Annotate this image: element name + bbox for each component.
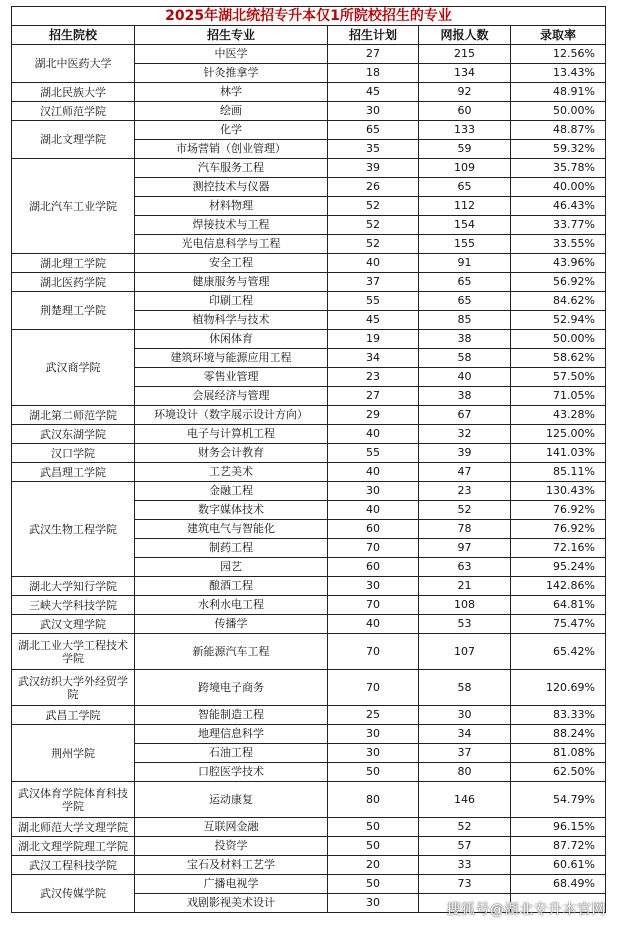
- school-name-cell: 湖北中医药大学: [12, 45, 135, 83]
- applicants-cell: 154: [419, 216, 511, 235]
- plan-cell: 70: [328, 596, 419, 615]
- applicants-cell: 134: [419, 64, 511, 83]
- table-row: [12, 121, 606, 140]
- table-row: [12, 482, 606, 501]
- applicants-cell: 38: [419, 387, 511, 406]
- col-header-plan: 招生计划: [328, 26, 419, 45]
- plan-cell: 50: [328, 837, 419, 856]
- major-cell: 跨境电子商务: [135, 670, 328, 706]
- major-cell: 汽车服务工程: [135, 159, 328, 178]
- applicants-cell: 57: [419, 837, 511, 856]
- applicants-cell: 92: [419, 83, 511, 102]
- major-cell: 安全工程: [135, 254, 328, 273]
- major-cell: 化学: [135, 121, 328, 140]
- school-name-cell: 武汉生物工程学院: [12, 482, 135, 577]
- major-cell: 数字媒体技术: [135, 501, 328, 520]
- plan-cell: 20: [328, 856, 419, 875]
- major-cell: 酿酒工程: [135, 577, 328, 596]
- major-cell: 休闲体育: [135, 330, 328, 349]
- table-row: [12, 425, 606, 444]
- rate-cell: 33.55%: [511, 235, 606, 254]
- rate-cell: 59.32%: [511, 140, 606, 159]
- rate-cell: 83.33%: [511, 706, 606, 725]
- major-cell: 广播电视学: [135, 875, 328, 894]
- plan-cell: 70: [328, 670, 419, 706]
- school-name-cell: 湖北理工学院: [12, 254, 135, 273]
- school-name-cell: 三峡大学科技学院: [12, 596, 135, 615]
- table-row: [12, 159, 606, 178]
- rate-cell: 43.28%: [511, 406, 606, 425]
- table-row: [12, 706, 606, 725]
- rate-cell: 130.43%: [511, 482, 606, 501]
- school-name-cell: 湖北大学知行学院: [12, 577, 135, 596]
- rate-cell: 68.49%: [511, 875, 606, 894]
- rate-cell: 46.43%: [511, 197, 606, 216]
- rate-cell: 12.56%: [511, 45, 606, 64]
- rate-cell: 64.81%: [511, 596, 606, 615]
- major-cell: 中医学: [135, 45, 328, 64]
- plan-cell: 50: [328, 875, 419, 894]
- rate-cell: 50.00%: [511, 102, 606, 121]
- plan-cell: 23: [328, 368, 419, 387]
- school-name-cell: 武汉体育学院体育科技学院: [12, 782, 135, 818]
- rate-cell: 85.11%: [511, 463, 606, 482]
- major-cell: 植物科学与技术: [135, 311, 328, 330]
- major-cell: 石油工程: [135, 744, 328, 763]
- plan-cell: 52: [328, 197, 419, 216]
- plan-cell: 30: [328, 577, 419, 596]
- plan-cell: 29: [328, 406, 419, 425]
- table-row: [12, 615, 606, 634]
- applicants-cell: 112: [419, 197, 511, 216]
- plan-cell: 52: [328, 235, 419, 254]
- school-name-cell: 湖北文理学院: [12, 121, 135, 159]
- major-cell: 财务会计教育: [135, 444, 328, 463]
- plan-cell: 27: [328, 387, 419, 406]
- plan-cell: 30: [328, 482, 419, 501]
- applicants-cell: 63: [419, 558, 511, 577]
- applicants-cell: 53: [419, 615, 511, 634]
- table-row: [12, 782, 606, 818]
- major-cell: 印刷工程: [135, 292, 328, 311]
- applicants-cell: 30: [419, 706, 511, 725]
- plan-cell: 18: [328, 64, 419, 83]
- school-name-cell: 武昌工学院: [12, 706, 135, 725]
- rate-cell: 13.43%: [511, 64, 606, 83]
- rate-cell: 88.24%: [511, 725, 606, 744]
- plan-cell: 50: [328, 818, 419, 837]
- major-cell: 传播学: [135, 615, 328, 634]
- rate-cell: 50.00%: [511, 330, 606, 349]
- applicants-cell: 73: [419, 875, 511, 894]
- plan-cell: 50: [328, 763, 419, 782]
- rate-cell: 56.92%: [511, 273, 606, 292]
- rate-cell: 81.08%: [511, 744, 606, 763]
- applicants-cell: 65: [419, 292, 511, 311]
- major-cell: 新能源汽车工程: [135, 634, 328, 670]
- applicants-cell: 133: [419, 121, 511, 140]
- table-row: [12, 670, 606, 706]
- plan-cell: 30: [328, 725, 419, 744]
- major-cell: 健康服务与管理: [135, 273, 328, 292]
- rate-cell: 120.69%: [511, 670, 606, 706]
- applicants-cell: 33: [419, 856, 511, 875]
- rate-cell: 40.00%: [511, 178, 606, 197]
- plan-cell: 55: [328, 292, 419, 311]
- plan-cell: 30: [328, 894, 419, 913]
- school-name-cell: 湖北医药学院: [12, 273, 135, 292]
- school-name-cell: 武汉工程科技学院: [12, 856, 135, 875]
- school-name-cell: 武昌理工学院: [12, 463, 135, 482]
- applicants-cell: 67: [419, 406, 511, 425]
- school-name-cell: 武汉纺织大学外经贸学院: [12, 670, 135, 706]
- major-cell: 建筑电气与智能化: [135, 520, 328, 539]
- school-name-cell: 湖北汽车工业学院: [12, 159, 135, 254]
- school-name-cell: 武汉文理学院: [12, 615, 135, 634]
- school-name-cell: 湖北工业大学工程技术学院: [12, 634, 135, 670]
- school-name-cell: 汉口学院: [12, 444, 135, 463]
- school-name-cell: 湖北师范大学文理学院: [12, 818, 135, 837]
- major-cell: 测控技术与仪器: [135, 178, 328, 197]
- rate-cell: 58.62%: [511, 349, 606, 368]
- applicants-cell: 108: [419, 596, 511, 615]
- plan-cell: 65: [328, 121, 419, 140]
- major-cell: 制药工程: [135, 539, 328, 558]
- table-row: [12, 45, 606, 64]
- applicants-cell: 21: [419, 577, 511, 596]
- major-cell: 互联网金融: [135, 818, 328, 837]
- school-name-cell: 湖北文理学院理工学院: [12, 837, 135, 856]
- plan-cell: 37: [328, 273, 419, 292]
- rate-cell: 87.72%: [511, 837, 606, 856]
- major-cell: 金融工程: [135, 482, 328, 501]
- applicants-cell: 215: [419, 45, 511, 64]
- table-row: [12, 83, 606, 102]
- table-row: [12, 596, 606, 615]
- school-name-cell: 湖北第二师范学院: [12, 406, 135, 425]
- plan-cell: 40: [328, 463, 419, 482]
- plan-cell: 60: [328, 558, 419, 577]
- major-cell: 水利水电工程: [135, 596, 328, 615]
- major-cell: 智能制造工程: [135, 706, 328, 725]
- rate-cell: 52.94%: [511, 311, 606, 330]
- table-row: [12, 856, 606, 875]
- rate-cell: 57.50%: [511, 368, 606, 387]
- applicants-cell: 23: [419, 482, 511, 501]
- rate-cell: 141.03%: [511, 444, 606, 463]
- major-cell: 建筑环境与能源应用工程: [135, 349, 328, 368]
- plan-cell: 52: [328, 216, 419, 235]
- rate-cell: 43.96%: [511, 254, 606, 273]
- major-cell: 地理信息科学: [135, 725, 328, 744]
- rate-cell: 54.79%: [511, 782, 606, 818]
- table-row: [12, 102, 606, 121]
- major-cell: 零售业管理: [135, 368, 328, 387]
- applicants-cell: 60: [419, 102, 511, 121]
- major-cell: 光电信息科学与工程: [135, 235, 328, 254]
- table-row: [12, 330, 606, 349]
- plan-cell: 80: [328, 782, 419, 818]
- table-row: [12, 292, 606, 311]
- plan-cell: 30: [328, 102, 419, 121]
- table-row: [12, 875, 606, 894]
- applicants-cell: 39: [419, 444, 511, 463]
- rate-cell: 33.77%: [511, 216, 606, 235]
- table-row: [12, 837, 606, 856]
- col-header-rate: 录取率: [511, 26, 606, 45]
- rate-cell: 76.92%: [511, 520, 606, 539]
- rate-cell: 125.00%: [511, 425, 606, 444]
- school-name-cell: 武汉东湖学院: [12, 425, 135, 444]
- table-row: [12, 273, 606, 292]
- applicants-cell: 146: [419, 782, 511, 818]
- major-cell: 运动康复: [135, 782, 328, 818]
- applicants-cell: 32: [419, 425, 511, 444]
- table-row: [12, 725, 606, 744]
- major-cell: 会展经济与管理: [135, 387, 328, 406]
- admission-table: [11, 6, 606, 913]
- major-cell: 市场营销（创业管理）: [135, 140, 328, 159]
- header-row: [12, 26, 606, 45]
- applicants-cell: 37: [419, 744, 511, 763]
- table-row: [12, 577, 606, 596]
- plan-cell: 45: [328, 83, 419, 102]
- rate-cell: 35.78%: [511, 159, 606, 178]
- school-name-cell: 荆州学院: [12, 725, 135, 782]
- applicants-cell: 52: [419, 501, 511, 520]
- rate-cell: 48.91%: [511, 83, 606, 102]
- table-title: 2025年湖北统招专升本仅1所院校招生的专业: [12, 7, 606, 26]
- admission-table-container: [11, 6, 605, 913]
- col-header-major: 招生专业: [135, 26, 328, 45]
- major-cell: 林学: [135, 83, 328, 102]
- plan-cell: 45: [328, 311, 419, 330]
- rate-cell: 62.50%: [511, 763, 606, 782]
- applicants-cell: 59: [419, 140, 511, 159]
- plan-cell: 60: [328, 520, 419, 539]
- applicants-cell: 38: [419, 330, 511, 349]
- school-name-cell: 武汉传媒学院: [12, 875, 135, 913]
- applicants-cell: 34: [419, 725, 511, 744]
- rate-cell: 65.42%: [511, 634, 606, 670]
- applicants-cell: 85: [419, 311, 511, 330]
- school-name-cell: 湖北民族大学: [12, 83, 135, 102]
- plan-cell: 25: [328, 706, 419, 725]
- table-row: [12, 818, 606, 837]
- rate-cell: 95.24%: [511, 558, 606, 577]
- plan-cell: 35: [328, 140, 419, 159]
- plan-cell: 19: [328, 330, 419, 349]
- rate-cell: 75.47%: [511, 615, 606, 634]
- major-cell: 口腔医学技术: [135, 763, 328, 782]
- plan-cell: 30: [328, 744, 419, 763]
- major-cell: 园艺: [135, 558, 328, 577]
- major-cell: 针灸推拿学: [135, 64, 328, 83]
- applicants-cell: 155: [419, 235, 511, 254]
- applicants-cell: 91: [419, 254, 511, 273]
- table-row: [12, 463, 606, 482]
- table-row: [12, 254, 606, 273]
- applicants-cell: 78: [419, 520, 511, 539]
- col-header-school: 招生院校: [12, 26, 135, 45]
- plan-cell: 70: [328, 539, 419, 558]
- table-body: [12, 45, 606, 913]
- major-cell: 焊接技术与工程: [135, 216, 328, 235]
- major-cell: 材料物理: [135, 197, 328, 216]
- plan-cell: 27: [328, 45, 419, 64]
- rate-cell: 76.92%: [511, 501, 606, 520]
- rate-cell: 142.86%: [511, 577, 606, 596]
- major-cell: 宝石及材料工艺学: [135, 856, 328, 875]
- rate-cell: 71.05%: [511, 387, 606, 406]
- school-name-cell: 武汉商学院: [12, 330, 135, 406]
- plan-cell: 34: [328, 349, 419, 368]
- major-cell: 环境设计（数字展示设计方向）: [135, 406, 328, 425]
- major-cell: 戏剧影视美术设计: [135, 894, 328, 913]
- rate-cell: 60.61%: [511, 856, 606, 875]
- school-name-cell: 荆楚理工学院: [12, 292, 135, 330]
- applicants-cell: 65: [419, 273, 511, 292]
- rate-cell: 48.87%: [511, 121, 606, 140]
- table-row: [12, 406, 606, 425]
- applicants-cell: 65: [419, 178, 511, 197]
- col-header-applicants: 网报人数: [419, 26, 511, 45]
- watermark-text: 搜狐号@湖北专升本官网: [446, 902, 606, 918]
- major-cell: 投资学: [135, 837, 328, 856]
- plan-cell: 55: [328, 444, 419, 463]
- major-cell: 电子与计算机工程: [135, 425, 328, 444]
- plan-cell: 40: [328, 615, 419, 634]
- applicants-cell: 47: [419, 463, 511, 482]
- table-row: [12, 634, 606, 670]
- applicants-cell: 58: [419, 670, 511, 706]
- rate-cell: 72.16%: [511, 539, 606, 558]
- school-name-cell: 汉江师范学院: [12, 102, 135, 121]
- plan-cell: 70: [328, 634, 419, 670]
- rate-cell: 96.15%: [511, 818, 606, 837]
- applicants-cell: 40: [419, 368, 511, 387]
- major-cell: 工艺美术: [135, 463, 328, 482]
- plan-cell: 40: [328, 501, 419, 520]
- rate-cell: 84.62%: [511, 292, 606, 311]
- applicants-cell: 80: [419, 763, 511, 782]
- major-cell: 绘画: [135, 102, 328, 121]
- applicants-cell: 107: [419, 634, 511, 670]
- plan-cell: 40: [328, 425, 419, 444]
- table-row: [12, 444, 606, 463]
- applicants-cell: 58: [419, 349, 511, 368]
- plan-cell: 40: [328, 254, 419, 273]
- plan-cell: 26: [328, 178, 419, 197]
- applicants-cell: 52: [419, 818, 511, 837]
- plan-cell: 39: [328, 159, 419, 178]
- applicants-cell: 97: [419, 539, 511, 558]
- applicants-cell: 109: [419, 159, 511, 178]
